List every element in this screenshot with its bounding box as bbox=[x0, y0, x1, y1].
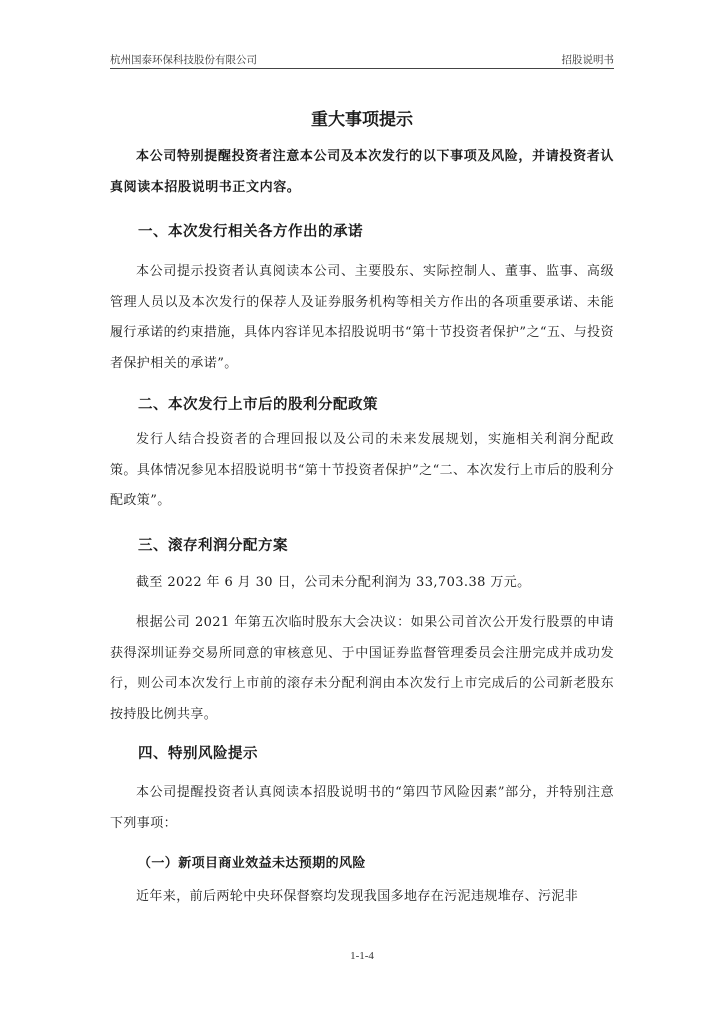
page-title: 重大事项提示 bbox=[311, 110, 413, 130]
header-company: 杭州国泰环保科技股份有限公司 bbox=[110, 54, 257, 66]
section-3-paragraph-1: 截至 2022 年 6 月 30 日，公司未分配利润为 33,703.38 万元。 bbox=[136, 575, 531, 590]
section-2-paragraph: 发行人结合投资者的合理回报以及公司的未来发展规划，实施相关利润分配政策。具体情况参见本招股说明书“第十节投资者保护”之“二、本次发行上市后的股利分配政策”。 bbox=[110, 432, 614, 508]
section-1-heading: 一、本次发行相关各方作出的承诺 bbox=[138, 224, 363, 240]
header-divider bbox=[110, 68, 614, 69]
section-1-paragraph: 本公司提示投资者认真阅读本公司、主要股东、实际控制人、董事、监事、高级管理人员以及本次发行的保荐人及证券服务机构等相关方作出的各项重要承诺、未能履行承诺的约束措施，具体内容详见本招股说明书“第十节投资者保护”之“五、与投资者保护相关的承诺”。 bbox=[110, 264, 614, 371]
section-4-sub-1-paragraph: 近年来，前后两轮中央环保督察均发现我国多地存在污泥违规堆存、污泥非 bbox=[136, 889, 579, 904]
section-4-paragraph: 本公司提醒投资者认真阅读本招股说明书的“第四节风险因素”部分，并特别注意下列事项： bbox=[110, 785, 614, 831]
intro-paragraph: 本公司特别提醒投资者注意本公司及本次发行的以下事项及风险，并请投资者认真阅读本招股说明书正文内容。 bbox=[110, 149, 614, 195]
running-header bbox=[110, 52, 614, 68]
section-3-paragraph-2: 根据公司 2021 年第五次临时股东大会决议：如果公司首次公开发行股票的申请获得深圳证券交易所同意的审核意见、于中国证券监督管理委员会注册完成并成功发行，则公司本次发行上市前的滚存未分配利润由本次发行上市完成后的公司新老股东按持股比例共享。 bbox=[110, 615, 614, 722]
header-doc-type: 招股说明书 bbox=[561, 54, 614, 66]
section-4-subheading-1: （一）新项目商业效益未达预期的风险 bbox=[138, 856, 366, 871]
section-4-heading: 四、特别风险提示 bbox=[138, 746, 258, 762]
section-2-heading: 二、本次发行上市后的股利分配政策 bbox=[138, 397, 378, 413]
section-3-heading: 三、滚存利润分配方案 bbox=[138, 538, 288, 554]
page-number: 1-1-4 bbox=[350, 950, 374, 962]
